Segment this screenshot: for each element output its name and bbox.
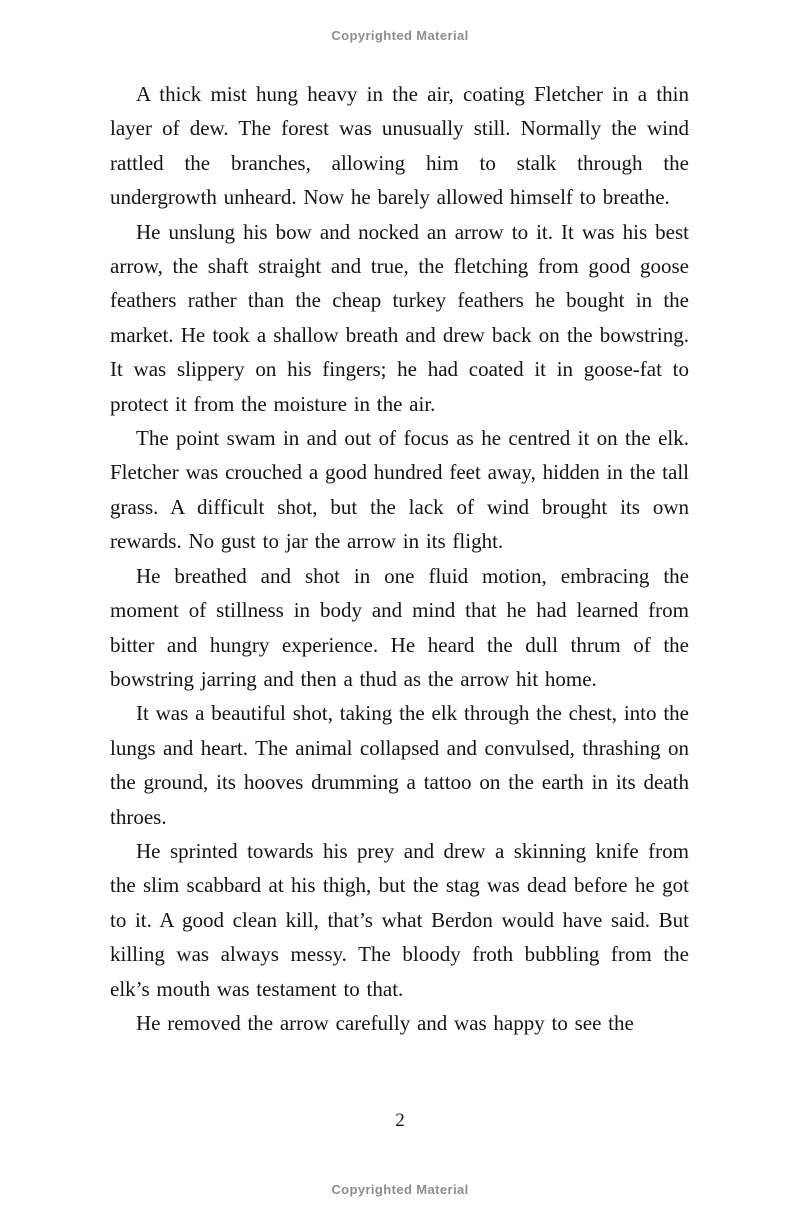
copyright-notice-bottom: Copyrighted Material <box>331 1182 469 1197</box>
paragraph: A thick mist hung heavy in the air, coating Fletcher in a thin layer of dew. The forest was unusually still. Normally the wind rattled the branches, allowing him to stalk through the undergrowth unheard. Now he barely allowed himself to breathe. <box>110 82 689 210</box>
paragraph: He sprinted towards his prey and drew a skinning knife from the slim scabbard at his thigh, but the stag was dead before he got to it. A good clean kill, that’s what Berdon would have said. But killing was always messy. The bloody froth bubbling from the elk’s mouth was testament to that. <box>110 838 689 1001</box>
paragraph: It was a beautiful shot, taking the elk through the chest, into the lungs and heart. The animal collapsed and convulsed, thrashing on the ground, its hooves drumming a tattoo on the earth in its death throes. <box>110 701 689 829</box>
copyright-notice-top: Copyrighted Material <box>331 28 469 43</box>
page-number: 2 <box>395 1110 405 1131</box>
paragraph: The point swam in and out of focus as he centred it on the elk. Fletcher was crouched a good hundred feet away, hidden in the tall grass. A difficult shot, but the lack of wind brought its own rewards. No gust to jar the arrow in its flight. <box>110 426 689 554</box>
paragraph: He breathed and shot in one fluid motion, embracing the moment of stillness in body and mind that he had learned from bitter and hungry experience. He heard the dull thrum of the bowstring jarring and then a thud as the arrow hit home. <box>110 563 689 691</box>
paragraph: He removed the arrow carefully and was happy to see the <box>136 1010 634 1035</box>
book-page-text <box>110 77 689 1040</box>
paragraph: He unslung his bow and nocked an arrow to it. It was his best arrow, the shaft straight and true, the fletching from good goose feathers rather than the cheap turkey feathers he bought in the market. He took a shallow breath and drew back on the bowstring. It was slippery on his fingers; he had coated it in goose-fat to protect it from the moisture in the air. <box>110 219 689 416</box>
